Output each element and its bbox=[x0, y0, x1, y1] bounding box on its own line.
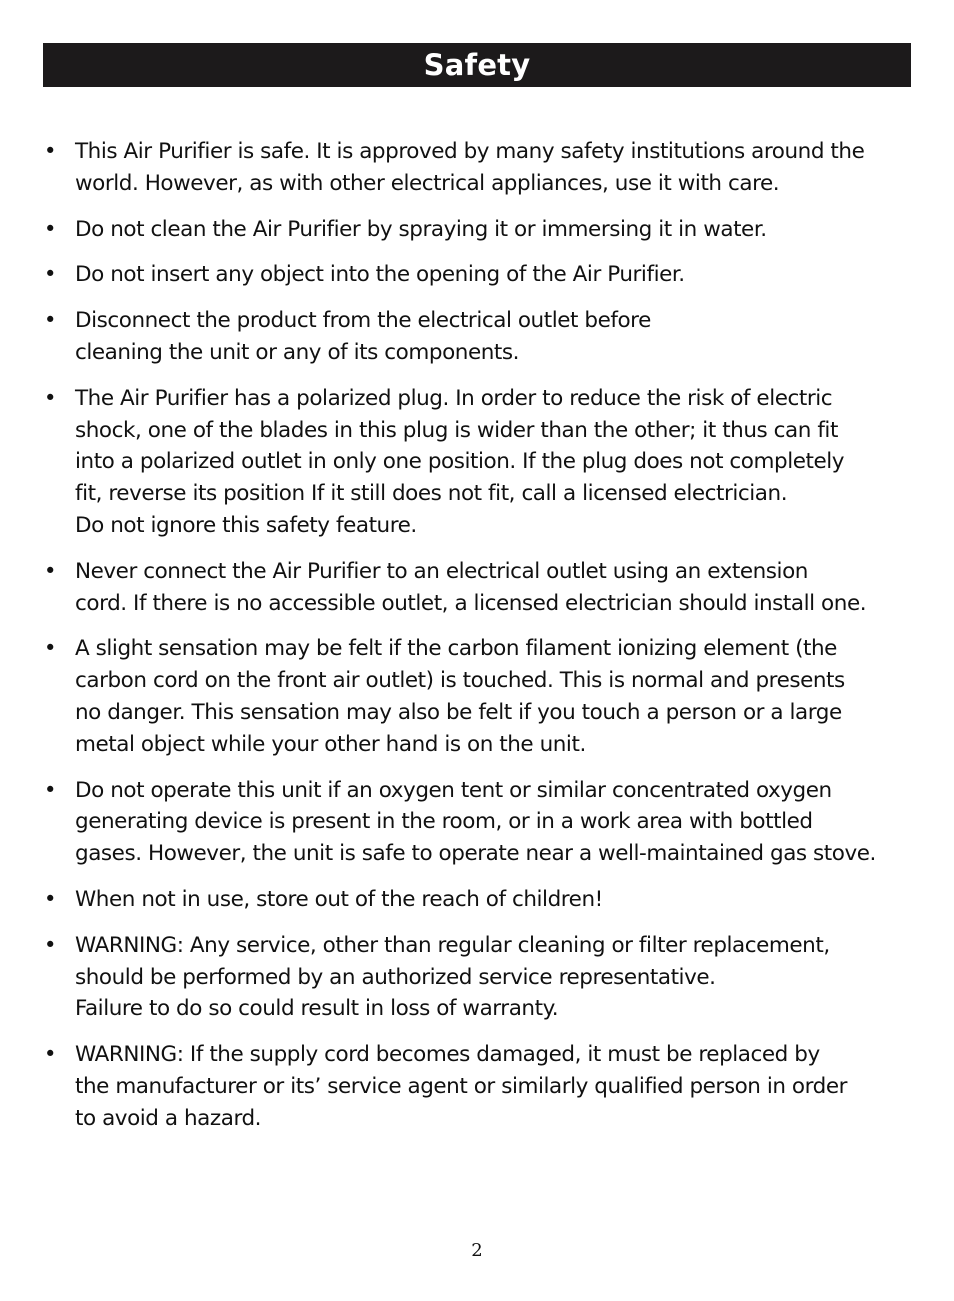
safety-instructions-list bbox=[43, 136, 913, 1149]
list-item bbox=[43, 633, 913, 760]
list-item-line: Never connect the Air Purifier to an electrical outlet using an extension bbox=[75, 558, 808, 584]
list-item-line: the manufacturer or its’ service agent or similarly qualified person in order bbox=[75, 1073, 847, 1099]
bullet-icon: • bbox=[43, 216, 57, 242]
list-item-line: shock, one of the blades in this plug is wider than the other; it thus can fit bbox=[75, 417, 838, 443]
list-item bbox=[43, 556, 913, 620]
list-item-line: world. However, as with other electrical appliances, use it with care. bbox=[75, 170, 780, 196]
list-item-line: Do not ignore this safety feature. bbox=[75, 512, 417, 538]
list-item bbox=[43, 259, 913, 291]
list-item-line: into a polarized outlet in only one position. If the plug does not completely bbox=[75, 449, 845, 475]
bullet-icon: • bbox=[43, 385, 57, 411]
bullet-icon: • bbox=[43, 636, 57, 662]
list-item-line: WARNING: If the supply cord becomes damaged, it must be replaced by bbox=[75, 1042, 820, 1068]
bullet-icon: • bbox=[43, 262, 57, 288]
bullet-icon: • bbox=[43, 308, 57, 334]
list-item bbox=[43, 305, 913, 369]
list-item-line: Do not clean the Air Purifier by spraying it or immersing it in water. bbox=[75, 216, 767, 242]
list-item-line: metal object while your other hand is on the unit. bbox=[75, 731, 586, 757]
page-number: 2 bbox=[471, 1240, 483, 1261]
bullet-icon: • bbox=[43, 558, 57, 584]
list-item-line: cord. If there is no accessible outlet, a licensed electrician should install one. bbox=[75, 590, 867, 616]
list-item-line: This Air Purifier is safe. It is approved by many safety institutions around the bbox=[75, 139, 865, 164]
bullet-icon: • bbox=[43, 1042, 57, 1068]
list-item-line: to avoid a hazard. bbox=[75, 1105, 262, 1131]
list-item-line: fit, reverse its position If it still does not fit, call a licensed electrician. bbox=[75, 481, 788, 507]
list-item-line: generating device is present in the room, or in a work area with bottled bbox=[75, 809, 813, 835]
section-header-bar bbox=[43, 43, 911, 87]
list-item-line: cleaning the unit or any of its components. bbox=[75, 339, 520, 365]
list-item-line: Do not insert any object into the opening of the Air Purifier. bbox=[75, 262, 685, 288]
list-item bbox=[43, 383, 913, 542]
list-item bbox=[43, 775, 913, 870]
bullet-icon: • bbox=[43, 932, 57, 958]
bullet-icon: • bbox=[43, 777, 57, 803]
list-item bbox=[43, 930, 913, 1025]
list-item bbox=[43, 1039, 913, 1134]
list-item-line: carbon cord on the front air outlet) is touched. This is normal and presents bbox=[75, 668, 845, 694]
list-item bbox=[43, 884, 913, 916]
list-item-line: should be performed by an authorized service representative. bbox=[75, 964, 716, 990]
list-item-line: A slight sensation may be felt if the carbon filament ionizing element (the bbox=[75, 636, 837, 662]
list-item-line: WARNING: Any service, other than regular cleaning or filter replacement, bbox=[75, 932, 830, 958]
list-item bbox=[43, 136, 913, 200]
list-item-line: Do not operate this unit if an oxygen tent or similar concentrated oxygen bbox=[75, 777, 832, 803]
list-item bbox=[43, 214, 913, 246]
list-item-line: no danger. This sensation may also be felt if you touch a person or a large bbox=[75, 699, 842, 725]
list-item-line: Failure to do so could result in loss of warranty. bbox=[75, 996, 559, 1022]
list-item-line: gases. However, the unit is safe to operate near a well-maintained gas stove. bbox=[75, 841, 876, 867]
bullet-icon: • bbox=[43, 886, 57, 912]
page-title: Safety bbox=[423, 48, 531, 82]
list-item-line: When not in use, store out of the reach of children! bbox=[75, 886, 603, 912]
list-item-line: The Air Purifier has a polarized plug. In order to reduce the risk of electric bbox=[75, 385, 833, 411]
bullet-icon: • bbox=[43, 139, 57, 164]
list-item-line: Disconnect the product from the electrical outlet before bbox=[75, 308, 651, 334]
